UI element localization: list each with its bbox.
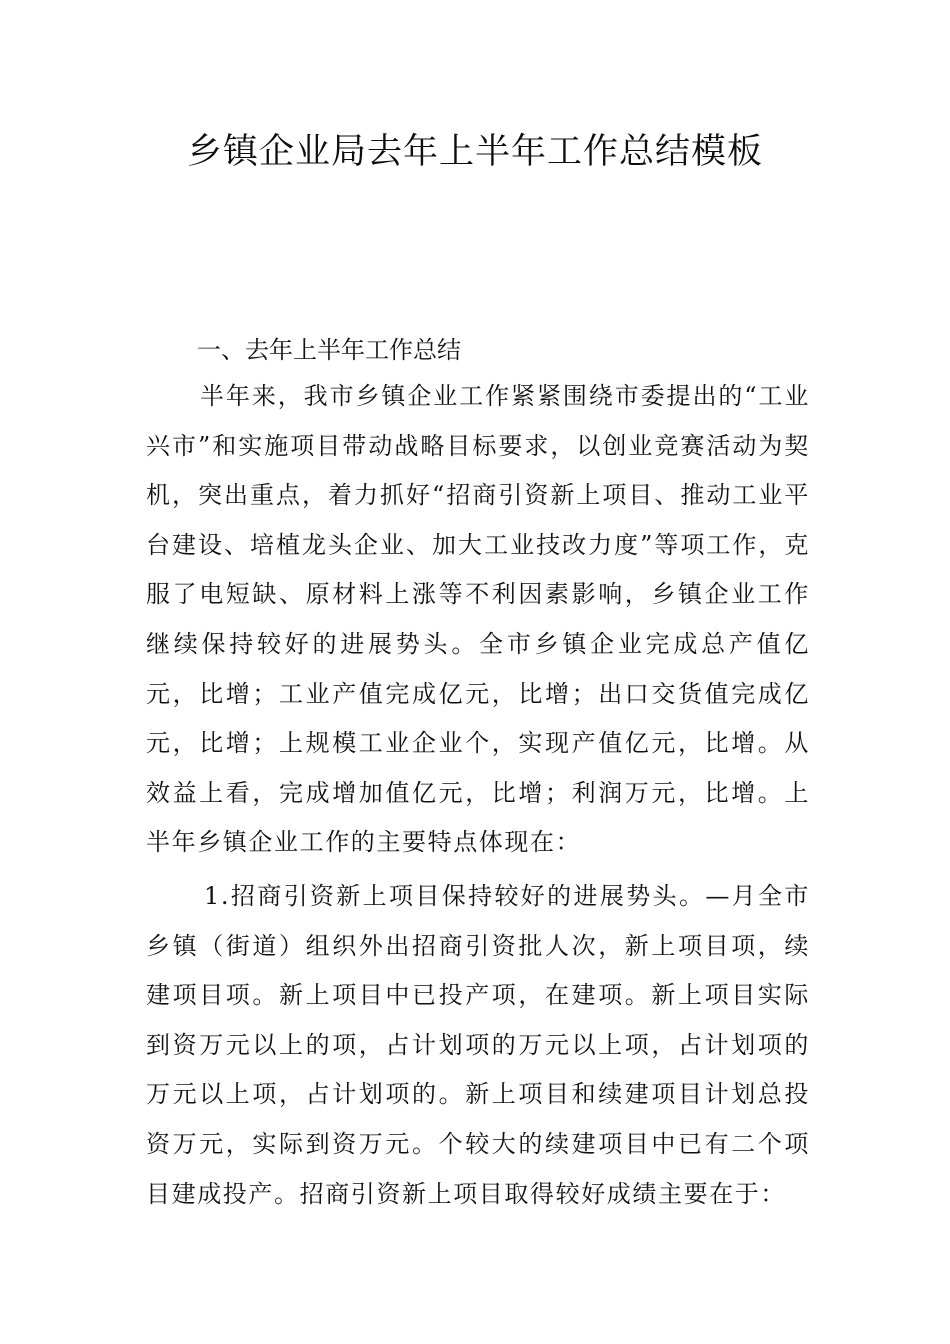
body-paragraph-2: 1.招商引资新上项目保持较好的进展势头。—月全市乡镇（街道）组织外出招商引资批人次，新上项目项，续建项目项。新上项目中已投产项，在建项。新上项目实际到资万元以上的项，占计划项的万元以上项，占计划项的万元以上项，占计划项的。新上项目和续建项目计划总投资万元，实际到资万元。个较大的续建项目中已有二个项目建成投产。招商引资新上项目取得较好成绩主要在于：: [146, 882, 810, 1208]
document-title: 乡镇企业局去年上半年工作总结模板: [186, 132, 763, 172]
section-heading: 一、去年上半年工作总结: [197, 336, 461, 364]
body-paragraph-1: 半年来，我市乡镇企业工作紧紧围绕市委提出的“工业兴市”和实施项目带动战略目标要求，以创业竞赛活动为契机，突出重点，着力抓好“招商引资新上项目、推动工业平台建设、培植龙头企业、加大工业技改力度”等项工作，克服了电短缺、原材料上涨等不利因素影响，乡镇企业工作继续保持较好的进展势头。全市乡镇企业完成总产值亿元，比增；工业产值完成亿元，比增；出口交货值完成亿元，比增；上规模工业企业个，实现产值亿元，比增。从效益上看，完成增加值亿元，比增；利润万元，比增。上半年乡镇企业工作的主要特点体现在：: [146, 382, 810, 857]
